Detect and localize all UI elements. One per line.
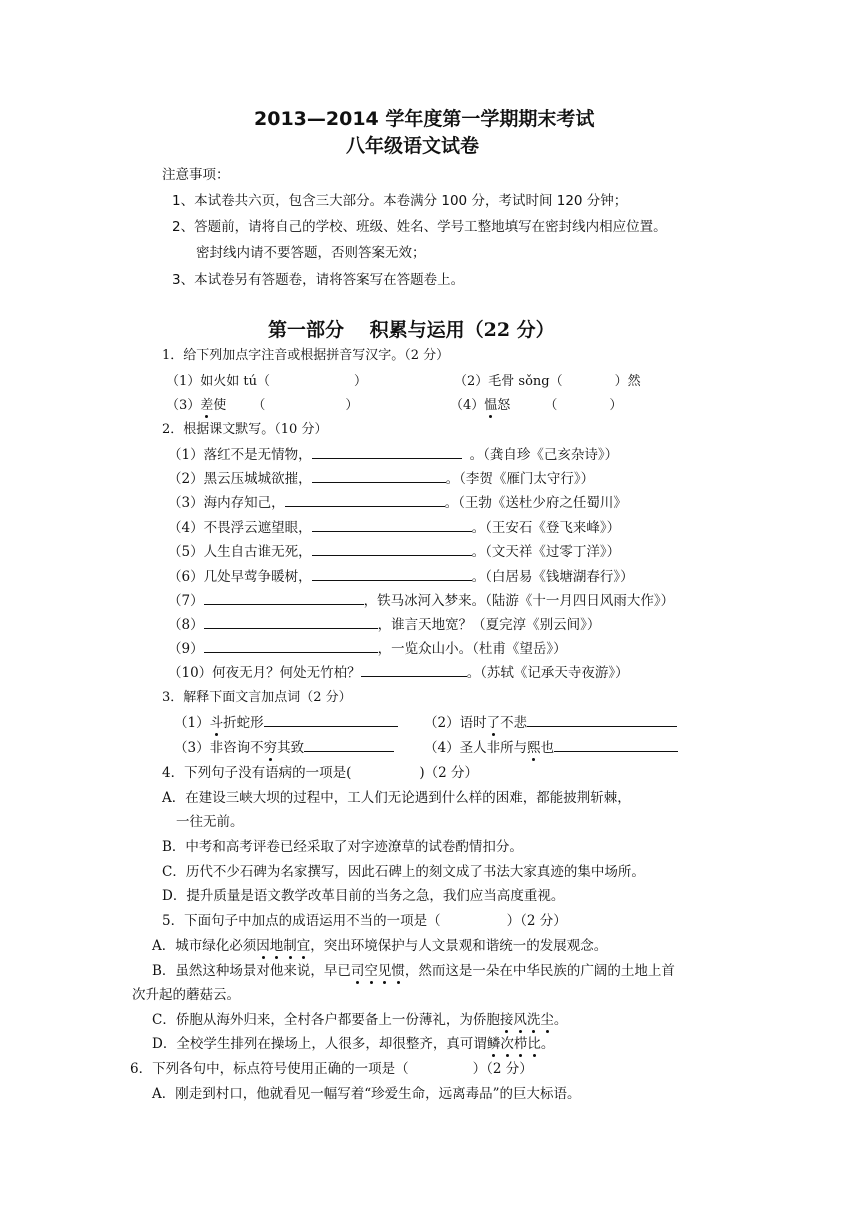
notes-heading: 注意事项： [162, 167, 230, 183]
question-item: （1）如火如 tú（ ） [166, 374, 368, 389]
note-item: 2、答题前，请将自己的学校、班级、姓名、学号工整地填写在密封线内相应位置。 [172, 219, 667, 235]
option-b-cont: 次升起的蘑菇云。 [132, 987, 240, 1003]
question-item: （2）语时了不悲 [424, 711, 677, 731]
option-a: A．城市绿化必须因地制宜，突出环境保护与人文景观和谐统一的发展观念。 [152, 938, 608, 954]
question-item: （4）圣人非所与熙也 [424, 736, 678, 756]
dotted-idiom: 鳞次栉比 [486, 1036, 541, 1052]
recitation-line: （6）几处早莺争暖树， 。（白居易《钱塘湖春行》） [168, 569, 634, 585]
recitation-line: （9） ，一览众山小。（杜甫《望岳》） [168, 641, 567, 657]
question-item: （2）毛骨 sǒng（ ）然 [454, 374, 641, 389]
recitation-line: （7） ，铁马冰河入梦来。（陆游《十一月四日风雨大作》） [168, 593, 675, 609]
option-b: B．中考和高考评卷已经采取了对字迹潦草的试卷酌情扣分。 [162, 839, 523, 855]
question-stem: 5．下面句子中加点的成语运用不当的一项是（ ）（2 分） [162, 913, 567, 929]
dotted-idiom: 接风洗尘 [499, 1012, 554, 1028]
question-item: （3）非咨询不穷其致 [174, 736, 394, 756]
question-stem: 3．解释下面文言加点词（2 分） [162, 690, 352, 705]
option-d: D．全校学生排列在操场上，人很多，却很整齐，真可谓鳞次栉比。 [152, 1036, 555, 1052]
recitation-line: （1）落红不是无情物， 。（龚自珍《己亥杂诗》） [168, 447, 619, 463]
dotted-idiom: 因地制宜 [256, 938, 311, 954]
option-a-cont: 一往无前。 [176, 814, 244, 830]
option-a: A．在建设三峡大坝的过程中，工人们无论遇到什么样的困难，都能披荆斩棘， [162, 790, 631, 806]
recitation-line: （3）海内存知己， 。（王勃《送杜少府之任蜀川》 [168, 495, 627, 511]
dotted-idiom: 司空见惯 [350, 963, 405, 979]
option-b: B．虽然这种场景对他来说，早已司空见惯，然而这是一朵在中华民族的广阔的土地上首 [152, 963, 675, 979]
section-title: 第一部分 积累与运用（22 分） [268, 319, 555, 341]
note-item: 3、本试卷另有答题卷，请将答案写在答题卷上。 [172, 272, 465, 288]
recitation-line: （2）黑云压城城欲摧， 。（李贺《雁门太守行》） [168, 471, 595, 487]
question-stem: 4．下列句子没有语病的一项是( )（2 分） [162, 765, 479, 781]
recitation-line: （4）不畏浮云遮望眼， 。（王安石《登飞来峰》） [168, 520, 621, 536]
recitation-line: （5）人生自古谁无死， 。（文天祥《过零丁洋》） [168, 544, 621, 560]
option-c: C．历代不少石碑为名家撰写，因此石碑上的刻文成了书法大家真迹的集中场所。 [162, 864, 645, 880]
question-item: （1）斗折蛇形 [174, 711, 398, 731]
recitation-line: （10）何夜无月？何处无竹柏？ 。（苏轼《记承天寺夜游》） [168, 665, 629, 681]
option-d: D．提升质量是语文教学改革目前的当务之急，我们应当高度重视。 [162, 888, 565, 904]
question-stem: 1．给下列加点字注音或根据拼音写汉字。（2 分） [162, 348, 450, 363]
recitation-line: （8） ，谁言天地宽？（夏完淳《别云间》） [168, 617, 601, 633]
note-item: 1、本试卷共六页，包含三大部分。本卷满分 100 分，考试时间 120 分钟； [172, 193, 628, 209]
question-stem: 6．下列各句中，标点符号使用正确的一项是（ ）（2 分） [130, 1061, 533, 1077]
question-stem: 2．根据课文默写。（10 分） [162, 422, 328, 437]
option-c: C．侨胞从海外归来，全村各户都要备上一份薄礼，为侨胞接风洗尘。 [152, 1012, 568, 1028]
exam-title: 2013—2014 学年度第一学期期末考试 [254, 108, 595, 130]
note-item: 密封线内请不要答题，否则答案无效； [196, 245, 426, 261]
question-item: （4）愠怒 （ ） [450, 398, 623, 413]
option-a: A．刚走到村口，他就看见一幅写着“珍爱生命，远离毒品”的巨大标语。 [152, 1086, 581, 1102]
exam-subtitle: 八年级语文试卷 [346, 135, 480, 157]
question-item: （3）差使 （ ） [166, 398, 359, 413]
